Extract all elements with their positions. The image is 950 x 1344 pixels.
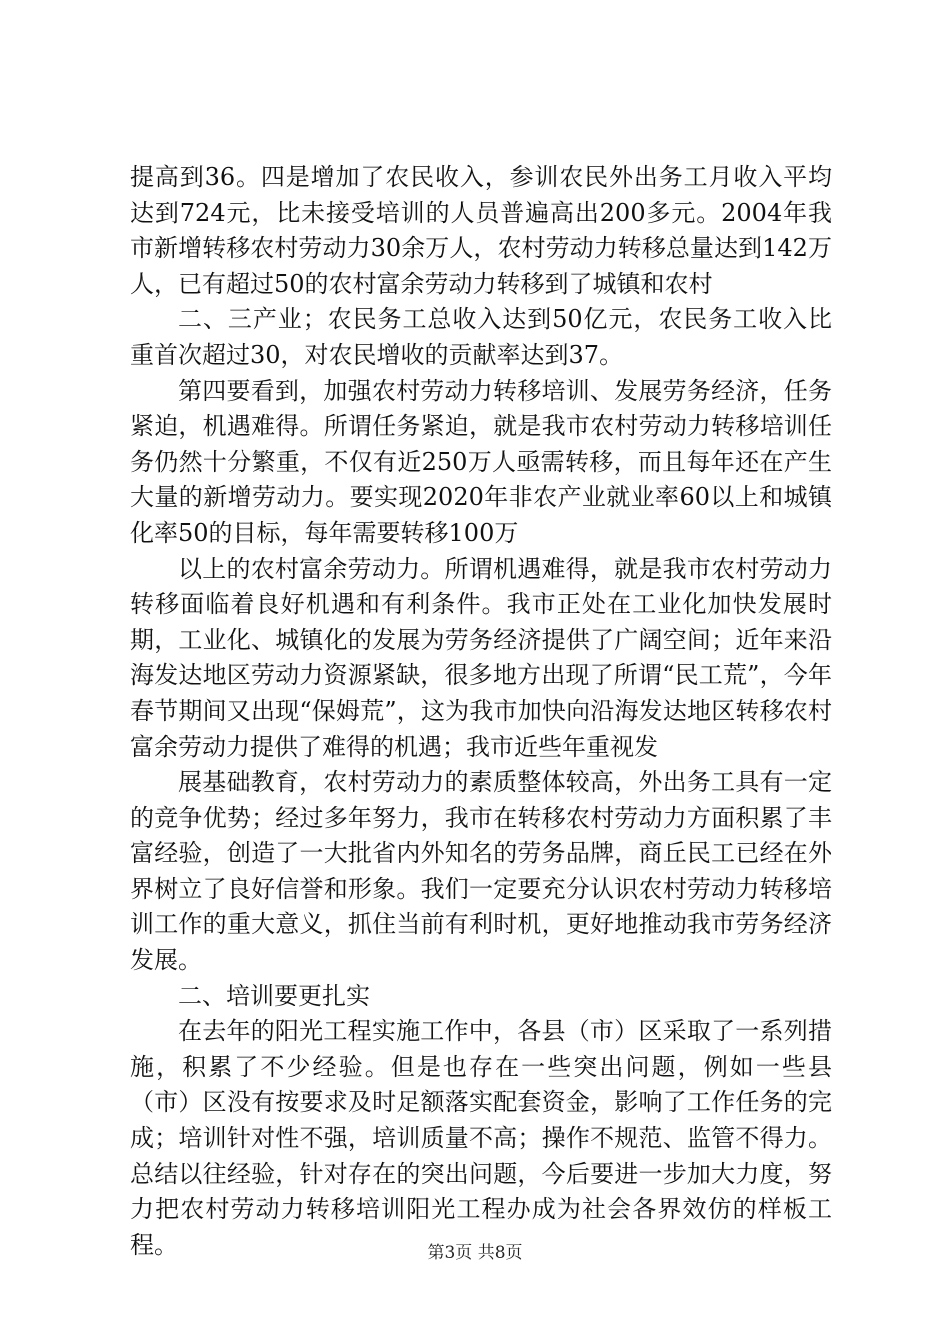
- paragraph: 展基础教育，农村劳动力的素质整体较高，外出务工具有一定的竞争优势；经过多年努力，我市在转移农村劳动力方面积累了丰富经验，创造了一大批省内外知名的劳务品牌，商丘民工已经在外界树立了良好信誉和形象。我们一定要充分认识农村劳动力转移培训工作的重大意义，抓住当前有利时机，更好地推动我市劳务经济发展。: [130, 768, 832, 975]
- paragraph: 在去年的阳光工程实施工作中，各县（市）区采取了一系列措施，积累了不少经验。但是也存在一些突出问题，例如一些县（市）区没有按要求及时足额落实配套资金，影响了工作任务的完成；培训针对性不强，培训质量不高；操作不规范、监管不得力。总结以往经验，针对存在的突出问题，今后要进一步加大力度，努力把农村劳动力转移培训阳光工程办成为社会各界效仿的样板工程。: [130, 1017, 832, 1259]
- paragraph: 第四要看到，加强农村劳动力转移培训、发展劳务经济，任务紧迫，机遇难得。所谓任务紧迫，就是我市农村劳动力转移培训任务仍然十分繁重，不仅有近250万人亟需转移，而且每年还在产生大量的新增劳动力。要实现2020年非农产业就业率60以上和城镇化率50的目标，每年需要转移100万: [130, 376, 832, 547]
- paragraph: 二、三产业；农民务工总收入达到50亿元，农民务工收入比重首次超过30，对农民增收的贡献率达到37。: [130, 305, 832, 369]
- paragraph: 以上的农村富余劳动力。所谓机遇难得，就是我市农村劳动力转移面临着良好机遇和有利条件。我市正处在工业化加快发展时期，工业化、城镇化的发展为劳务经济提供了广阔空间；近年来沿海发达地区劳动力资源紧缺，很多地方出现了所谓“民工荒”，今年春节期间又出现“保姆荒”，这为我市加快向沿海发达地区转移农村富余劳动力提供了难得的机遇；我市近些年重视发: [130, 554, 832, 761]
- section-heading: 二、培训要更扎实: [178, 981, 370, 1010]
- document-body: [130, 160, 832, 1263]
- page-footer: [0, 1242, 950, 1264]
- paragraph-continuation: 提高到36。四是增加了农民收入，参训农民外出务工月收入平均达到724元，比未接受培训的人员普遍高出200多元。2004年我市新增转移农村劳动力30余万人，农村劳动力转移总量达到142万人，已有超过50的农村富余劳动力转移到了城镇和农村: [130, 163, 832, 298]
- page-number-label: 第3页 共8页: [427, 1243, 523, 1263]
